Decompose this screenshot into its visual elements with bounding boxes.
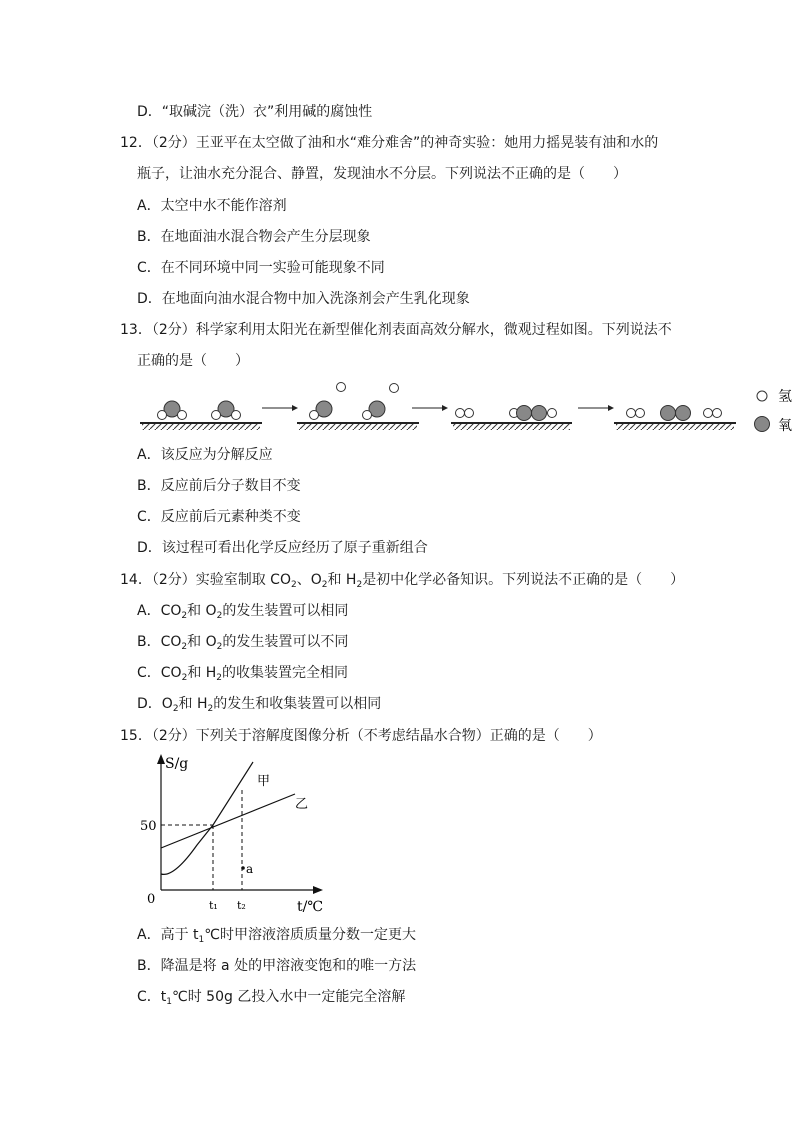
q14-stem-part: 14．（2分）实验室制取 CO: [120, 572, 291, 588]
subscript: 2: [181, 673, 188, 683]
subscript: 1: [198, 935, 205, 945]
q11-option-d: D．“取碱浣（洗）衣”利用碱的腐蚀性: [137, 104, 373, 120]
point-a-label: a: [246, 862, 254, 876]
subscript: 2: [356, 580, 363, 590]
subscript: 2: [216, 611, 223, 621]
q14-stem-part: 和 H: [327, 572, 357, 588]
q13-stem-line1: 13．（2分）科学家利用太阳光在新型催化剂表面高效分解水，微观过程如图。下列说法不: [120, 322, 672, 338]
surface-3-hatch: [453, 424, 570, 430]
q15-option-c: [137, 988, 405, 1011]
option-text: 的发生和收集装置可以相同: [213, 696, 382, 712]
q13-option-a: A．该反应为分解反应: [137, 447, 273, 463]
surface-1-hatch: [142, 424, 260, 430]
stage-2-dissociation: [310, 383, 399, 420]
q14-stem-part: 是初中化学必备知识。下列说法不正确的是（ ）: [362, 572, 685, 588]
option-text: D．O: [137, 696, 173, 712]
x-tick-t1: t₁: [209, 899, 218, 912]
option-text: 的收集装置完全相同: [222, 665, 349, 681]
option-text: ℃时甲溶液溶质质量分数一定更大: [204, 927, 416, 943]
option-text: 和 H: [178, 696, 208, 712]
q13-micro-process-diagram: [0, 375, 794, 440]
stage-3-recombination: [456, 406, 557, 421]
q14-option-c: [137, 664, 348, 687]
subscript: 1: [166, 997, 172, 1007]
q13-option-b: B．反应前后分子数目不变: [137, 478, 301, 494]
x-axis-arrow: [313, 886, 323, 894]
q15-stem: 15．（2分）下列关于溶解度图像分析（不考虑结晶水合物）正确的是（ ）: [120, 728, 602, 744]
stage-1-water-molecules: [158, 401, 241, 420]
q14-option-a: [137, 602, 348, 625]
origin-label: 0: [147, 892, 156, 907]
option-text: 的发生装置可以相同: [222, 603, 349, 619]
x-axis-label: t/℃: [297, 899, 324, 915]
legend-oxygen-label: 氧: [778, 418, 792, 434]
y-axis-arrow: [157, 754, 165, 764]
q14-stem-part: 、O: [296, 572, 322, 588]
subscript: 2: [172, 704, 179, 714]
option-text: C．CO: [137, 665, 182, 681]
legend-oxygen-symbol: [755, 417, 770, 432]
q12-option-d: D．在地面向油水混合物中加入洗涤剂会产生乳化现象: [137, 291, 470, 307]
subscript: 2: [216, 673, 223, 683]
q14-option-d: [137, 695, 381, 718]
legend-hydrogen-label: 氢: [778, 389, 792, 405]
surface-2-hatch: [299, 424, 417, 430]
q15-option-b: B．降温是将 a 处的甲溶液变饱和的唯一方法: [137, 958, 417, 974]
option-text: A．CO: [137, 603, 182, 619]
subscript: 2: [181, 642, 188, 652]
legend-hydrogen-symbol: [757, 391, 767, 401]
series-jia-label: 甲: [257, 774, 271, 789]
subscript: 2: [290, 580, 297, 590]
option-text: C．t: [137, 989, 167, 1005]
q14-stem: [120, 571, 684, 594]
subscript: 2: [321, 580, 328, 590]
option-text: 和 O: [187, 603, 217, 619]
q15-chart-svg: [135, 752, 335, 917]
option-text: B．CO: [137, 634, 182, 650]
stage-4-products: [627, 406, 722, 421]
series-yi-label: 乙: [295, 797, 309, 812]
subscript: 2: [181, 611, 188, 621]
x-tick-t2: t₂: [237, 899, 246, 912]
q12-option-c: C．在不同环境中同一实验可能现象不同: [137, 260, 385, 276]
y-tick-50: 50: [140, 819, 157, 834]
q13-option-d: D．该过程可看出化学反应经历了原子重新组合: [137, 540, 428, 556]
subscript: 2: [207, 704, 214, 714]
q13-stem-line2: 正确的是（ ）: [137, 353, 249, 369]
option-text: 和 H: [187, 665, 217, 681]
option-text: 的发生装置可以不同: [222, 634, 349, 650]
q12-stem-line2: 瓶子，让油水充分混合、静置，发现油水不分层。下列说法不正确的是（ ）: [137, 166, 627, 182]
q12-stem-line1: 12．（2分）王亚平在太空做了油和水“难分难舍”的神奇实验：她用力摇晃装有油和水的: [120, 135, 659, 151]
subscript: 2: [216, 642, 223, 652]
y-axis-label: S/g: [165, 756, 189, 772]
q13-diagram-svg: [0, 375, 794, 440]
surface-4-hatch: [616, 424, 734, 430]
q13-option-c: C．反应前后元素种类不变: [137, 509, 301, 525]
q12-option-a: A．太空中水不能作溶剂: [137, 198, 287, 214]
series-jia-curve: [161, 762, 253, 874]
q14-option-b: [137, 633, 348, 656]
q15-solubility-chart: [135, 752, 335, 917]
point-a: [241, 866, 245, 870]
option-text: A．高于 t: [137, 927, 199, 943]
option-text: ℃时 50g 乙投入水中一定能完全溶解: [172, 989, 406, 1005]
option-text: 和 O: [187, 634, 217, 650]
q15-option-a: [137, 926, 416, 949]
q12-option-b: B．在地面油水混合物会产生分层现象: [137, 229, 371, 245]
